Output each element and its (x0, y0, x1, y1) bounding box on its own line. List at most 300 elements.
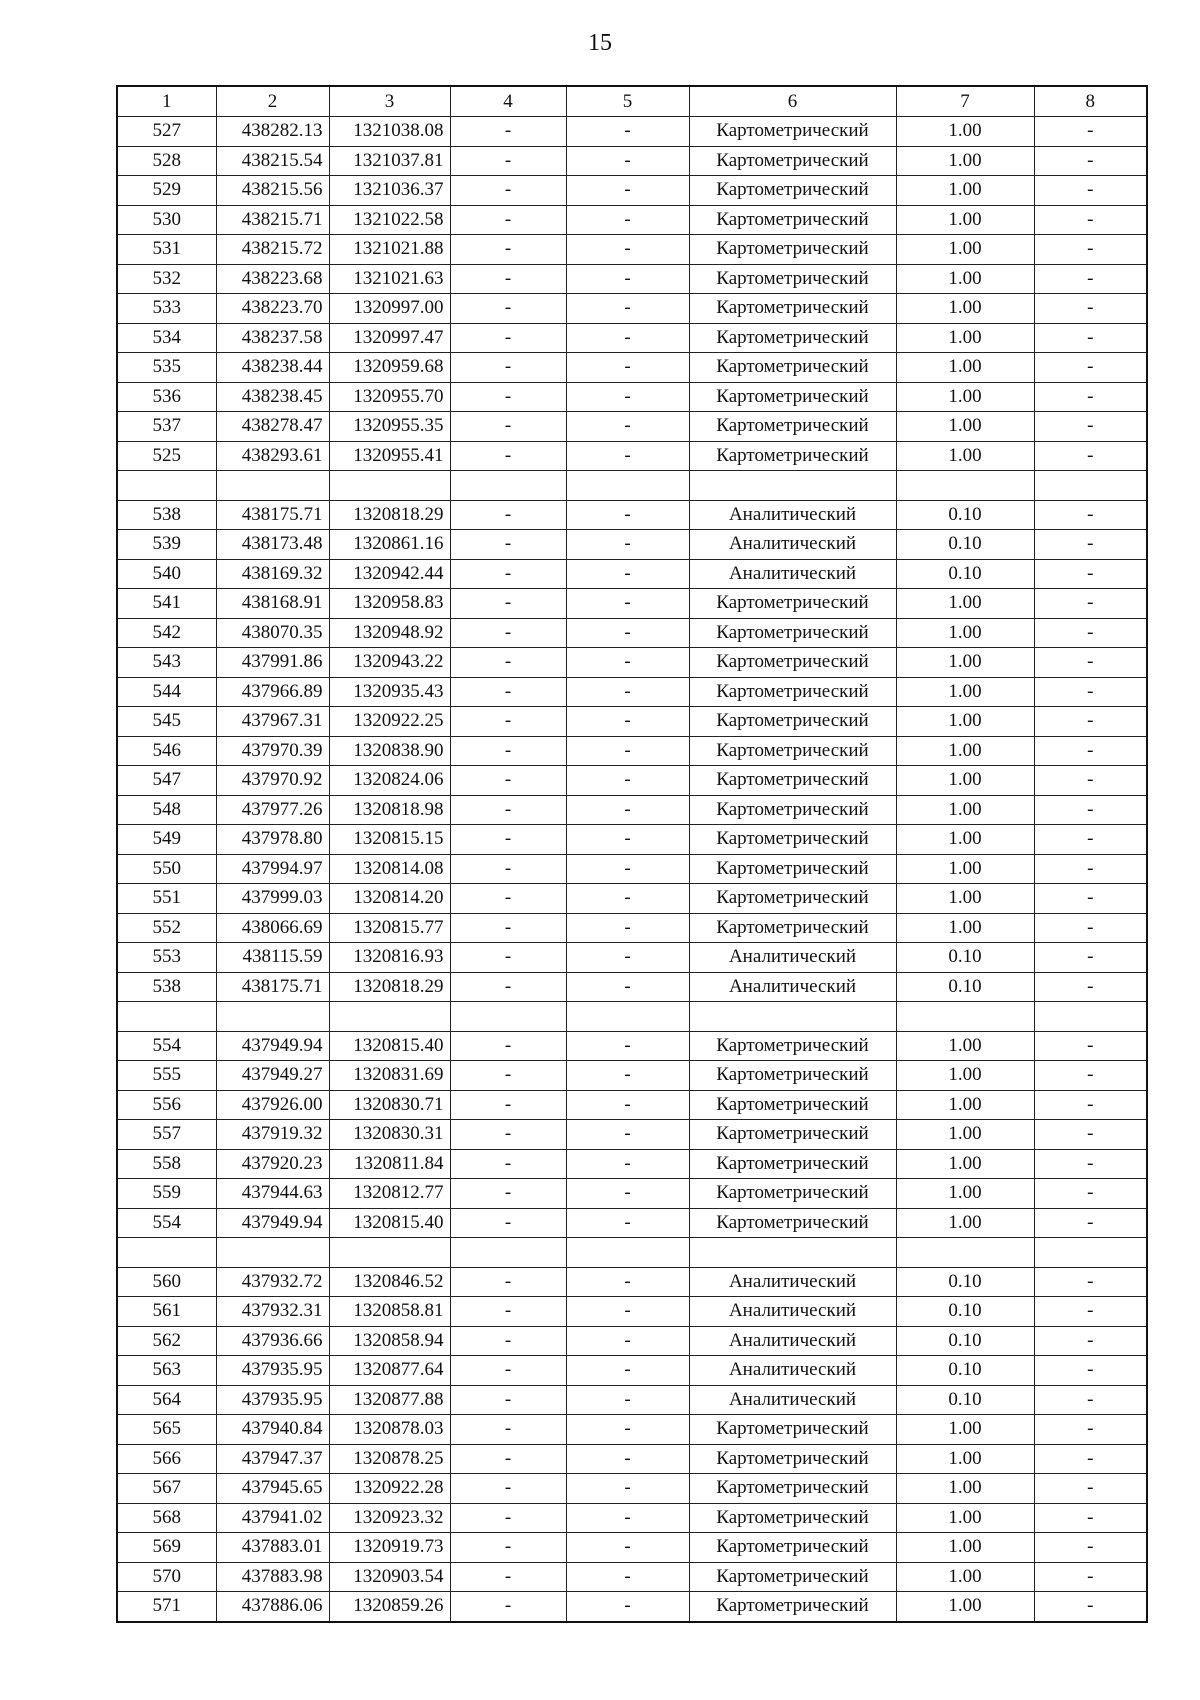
x-coordinate-cell: 437919.32 (216, 1120, 329, 1150)
method-cell: Картометрический (689, 1592, 896, 1622)
x-coordinate-cell: 437977.26 (216, 795, 329, 825)
table-row (117, 1208, 1147, 1238)
point-number-cell: 565 (117, 1415, 216, 1445)
method-cell: Картометрический (689, 176, 896, 206)
accuracy-cell: 1.00 (896, 146, 1034, 176)
empty-cell (689, 1238, 896, 1268)
page-number: 15 (588, 30, 612, 56)
accuracy-cell: 1.00 (896, 1592, 1034, 1622)
table-row (117, 1356, 1147, 1386)
col4-cell: - (450, 677, 566, 707)
table-row (117, 766, 1147, 796)
x-coordinate-cell: 437920.23 (216, 1149, 329, 1179)
table-row (117, 972, 1147, 1002)
table-row (117, 648, 1147, 678)
point-number-cell: 567 (117, 1474, 216, 1504)
col5-cell: - (566, 117, 689, 147)
x-coordinate-cell: 437932.72 (216, 1267, 329, 1297)
point-number-cell: 550 (117, 854, 216, 884)
table-row (117, 1031, 1147, 1061)
y-coordinate-cell: 1320858.81 (329, 1297, 450, 1327)
y-coordinate-cell: 1320818.29 (329, 972, 450, 1002)
x-coordinate-cell: 437994.97 (216, 854, 329, 884)
method-cell: Аналитический (689, 1385, 896, 1415)
point-number-cell: 566 (117, 1444, 216, 1474)
col8-cell: - (1034, 1444, 1147, 1474)
accuracy-cell: 1.00 (896, 1474, 1034, 1504)
y-coordinate-cell: 1320846.52 (329, 1267, 450, 1297)
col5-cell: - (566, 264, 689, 294)
col5-cell: - (566, 589, 689, 619)
accuracy-cell: 1.00 (896, 323, 1034, 353)
accuracy-cell: 1.00 (896, 353, 1034, 383)
x-coordinate-cell: 438223.70 (216, 294, 329, 324)
y-coordinate-cell: 1320824.06 (329, 766, 450, 796)
point-number-cell: 538 (117, 972, 216, 1002)
column-header: 6 (689, 86, 896, 117)
table-row (117, 1061, 1147, 1091)
column-header: 8 (1034, 86, 1147, 117)
point-number-cell: 559 (117, 1179, 216, 1209)
col4-cell: - (450, 648, 566, 678)
col5-cell: - (566, 1120, 689, 1150)
accuracy-cell: 1.00 (896, 205, 1034, 235)
point-number-cell: 541 (117, 589, 216, 619)
col8-cell: - (1034, 825, 1147, 855)
table-row (117, 117, 1147, 147)
table-row (117, 1444, 1147, 1474)
accuracy-cell: 1.00 (896, 235, 1034, 265)
y-coordinate-cell: 1320816.93 (329, 943, 450, 973)
y-coordinate-cell: 1320831.69 (329, 1061, 450, 1091)
method-cell: Аналитический (689, 1267, 896, 1297)
accuracy-cell: 1.00 (896, 1444, 1034, 1474)
x-coordinate-cell: 438175.71 (216, 500, 329, 530)
method-cell: Аналитический (689, 530, 896, 560)
col4-cell: - (450, 1562, 566, 1592)
col5-cell: - (566, 500, 689, 530)
x-coordinate-cell: 438282.13 (216, 117, 329, 147)
method-cell: Картометрический (689, 146, 896, 176)
table-row (117, 412, 1147, 442)
method-cell: Картометрический (689, 648, 896, 678)
y-coordinate-cell: 1320830.31 (329, 1120, 450, 1150)
method-cell: Картометрический (689, 1149, 896, 1179)
col8-cell: - (1034, 323, 1147, 353)
col8-cell: - (1034, 795, 1147, 825)
y-coordinate-cell: 1320922.25 (329, 707, 450, 737)
empty-cell (450, 1238, 566, 1268)
col4-cell: - (450, 1474, 566, 1504)
col5-cell: - (566, 913, 689, 943)
y-coordinate-cell: 1320812.77 (329, 1179, 450, 1209)
col4-cell: - (450, 1179, 566, 1209)
col4-cell: - (450, 1267, 566, 1297)
y-coordinate-cell: 1321037.81 (329, 146, 450, 176)
col5-cell: - (566, 736, 689, 766)
x-coordinate-cell: 437941.02 (216, 1503, 329, 1533)
col8-cell: - (1034, 1326, 1147, 1356)
point-number-cell: 536 (117, 382, 216, 412)
y-coordinate-cell: 1320858.94 (329, 1326, 450, 1356)
accuracy-cell: 1.00 (896, 618, 1034, 648)
point-number-cell: 555 (117, 1061, 216, 1091)
method-cell: Картометрический (689, 205, 896, 235)
table-row (117, 707, 1147, 737)
x-coordinate-cell: 438293.61 (216, 441, 329, 471)
table-row (117, 1297, 1147, 1327)
col8-cell: - (1034, 264, 1147, 294)
method-cell: Аналитический (689, 972, 896, 1002)
col4-cell: - (450, 1090, 566, 1120)
point-number-cell: 570 (117, 1562, 216, 1592)
col4-cell: - (450, 382, 566, 412)
method-cell: Картометрический (689, 1031, 896, 1061)
col4-cell: - (450, 441, 566, 471)
col5-cell: - (566, 1326, 689, 1356)
x-coordinate-cell: 438215.54 (216, 146, 329, 176)
y-coordinate-cell: 1320878.25 (329, 1444, 450, 1474)
method-cell: Картометрический (689, 795, 896, 825)
x-coordinate-cell: 438175.71 (216, 972, 329, 1002)
col4-cell: - (450, 1444, 566, 1474)
accuracy-cell: 1.00 (896, 677, 1034, 707)
col5-cell: - (566, 382, 689, 412)
x-coordinate-cell: 438237.58 (216, 323, 329, 353)
col4-cell: - (450, 943, 566, 973)
col8-cell: - (1034, 1356, 1147, 1386)
method-cell: Картометрический (689, 1061, 896, 1091)
point-number-cell: 530 (117, 205, 216, 235)
point-number-cell: 529 (117, 176, 216, 206)
x-coordinate-cell: 437978.80 (216, 825, 329, 855)
x-coordinate-cell: 438278.47 (216, 412, 329, 442)
table-row (117, 1179, 1147, 1209)
table-row (117, 795, 1147, 825)
empty-cell (329, 1002, 450, 1032)
point-number-cell: 534 (117, 323, 216, 353)
accuracy-cell: 0.10 (896, 559, 1034, 589)
accuracy-cell: 0.10 (896, 1356, 1034, 1386)
empty-cell (329, 471, 450, 501)
x-coordinate-cell: 437883.98 (216, 1562, 329, 1592)
y-coordinate-cell: 1320815.40 (329, 1208, 450, 1238)
table-separator-row (117, 471, 1147, 501)
point-number-cell: 564 (117, 1385, 216, 1415)
col5-cell: - (566, 559, 689, 589)
method-cell: Картометрический (689, 1533, 896, 1563)
empty-cell (566, 1238, 689, 1268)
accuracy-cell: 1.00 (896, 1533, 1034, 1563)
col4-cell: - (450, 176, 566, 206)
x-coordinate-cell: 438070.35 (216, 618, 329, 648)
accuracy-cell: 0.10 (896, 1297, 1034, 1327)
col4-cell: - (450, 766, 566, 796)
x-coordinate-cell: 438173.48 (216, 530, 329, 560)
method-cell: Картометрический (689, 1415, 896, 1445)
x-coordinate-cell: 437932.31 (216, 1297, 329, 1327)
col5-cell: - (566, 1149, 689, 1179)
accuracy-cell: 0.10 (896, 1267, 1034, 1297)
col4-cell: - (450, 235, 566, 265)
col8-cell: - (1034, 1090, 1147, 1120)
col4-cell: - (450, 972, 566, 1002)
table-row (117, 205, 1147, 235)
method-cell: Картометрический (689, 677, 896, 707)
accuracy-cell: 1.00 (896, 441, 1034, 471)
x-coordinate-cell: 437970.39 (216, 736, 329, 766)
column-header: 3 (329, 86, 450, 117)
accuracy-cell: 1.00 (896, 1503, 1034, 1533)
col5-cell: - (566, 1356, 689, 1386)
col8-cell: - (1034, 854, 1147, 884)
point-number-cell: 562 (117, 1326, 216, 1356)
empty-cell (1034, 471, 1147, 501)
col5-cell: - (566, 294, 689, 324)
col8-cell: - (1034, 353, 1147, 383)
empty-cell (689, 1002, 896, 1032)
y-coordinate-cell: 1320877.64 (329, 1356, 450, 1386)
x-coordinate-cell: 437940.84 (216, 1415, 329, 1445)
accuracy-cell: 1.00 (896, 1562, 1034, 1592)
table-row (117, 1326, 1147, 1356)
x-coordinate-cell: 438215.56 (216, 176, 329, 206)
col8-cell: - (1034, 1562, 1147, 1592)
col5-cell: - (566, 353, 689, 383)
col4-cell: - (450, 146, 566, 176)
col5-cell: - (566, 972, 689, 1002)
col8-cell: - (1034, 707, 1147, 737)
point-number-cell: 568 (117, 1503, 216, 1533)
accuracy-cell: 1.00 (896, 294, 1034, 324)
accuracy-cell: 1.00 (896, 382, 1034, 412)
table-row (117, 1267, 1147, 1297)
x-coordinate-cell: 438115.59 (216, 943, 329, 973)
point-number-cell: 525 (117, 441, 216, 471)
col5-cell: - (566, 943, 689, 973)
col8-cell: - (1034, 176, 1147, 206)
accuracy-cell: 1.00 (896, 795, 1034, 825)
col5-cell: - (566, 1444, 689, 1474)
x-coordinate-cell: 437947.37 (216, 1444, 329, 1474)
col5-cell: - (566, 825, 689, 855)
col8-cell: - (1034, 618, 1147, 648)
table-row (117, 884, 1147, 914)
point-number-cell: 545 (117, 707, 216, 737)
col8-cell: - (1034, 205, 1147, 235)
table-row (117, 1415, 1147, 1445)
col5-cell: - (566, 1061, 689, 1091)
accuracy-cell: 1.00 (896, 648, 1034, 678)
method-cell: Картометрический (689, 766, 896, 796)
table-row (117, 1149, 1147, 1179)
y-coordinate-cell: 1320943.22 (329, 648, 450, 678)
x-coordinate-cell: 438223.68 (216, 264, 329, 294)
accuracy-cell: 1.00 (896, 913, 1034, 943)
col8-cell: - (1034, 294, 1147, 324)
accuracy-cell: 1.00 (896, 176, 1034, 206)
table-row (117, 618, 1147, 648)
empty-cell (117, 1238, 216, 1268)
col8-cell: - (1034, 1415, 1147, 1445)
method-cell: Картометрический (689, 1444, 896, 1474)
point-number-cell: 571 (117, 1592, 216, 1622)
col5-cell: - (566, 1385, 689, 1415)
y-coordinate-cell: 1320818.98 (329, 795, 450, 825)
table-row (117, 825, 1147, 855)
y-coordinate-cell: 1320997.00 (329, 294, 450, 324)
accuracy-cell: 1.00 (896, 1061, 1034, 1091)
col4-cell: - (450, 530, 566, 560)
column-header: 2 (216, 86, 329, 117)
table-row (117, 1120, 1147, 1150)
accuracy-cell: 1.00 (896, 589, 1034, 619)
y-coordinate-cell: 1321022.58 (329, 205, 450, 235)
y-coordinate-cell: 1320922.28 (329, 1474, 450, 1504)
empty-cell (450, 471, 566, 501)
col4-cell: - (450, 1385, 566, 1415)
y-coordinate-cell: 1321021.88 (329, 235, 450, 265)
col4-cell: - (450, 1326, 566, 1356)
accuracy-cell: 0.10 (896, 500, 1034, 530)
accuracy-cell: 0.10 (896, 1326, 1034, 1356)
col4-cell: - (450, 1533, 566, 1563)
method-cell: Картометрический (689, 353, 896, 383)
col4-cell: - (450, 323, 566, 353)
table-row (117, 913, 1147, 943)
table-row (117, 1562, 1147, 1592)
col8-cell: - (1034, 1179, 1147, 1209)
table-row (117, 1503, 1147, 1533)
col8-cell: - (1034, 441, 1147, 471)
table-row (117, 677, 1147, 707)
x-coordinate-cell: 437970.92 (216, 766, 329, 796)
y-coordinate-cell: 1320859.26 (329, 1592, 450, 1622)
table-row (117, 736, 1147, 766)
point-number-cell: 535 (117, 353, 216, 383)
y-coordinate-cell: 1320923.32 (329, 1503, 450, 1533)
point-number-cell: 549 (117, 825, 216, 855)
col8-cell: - (1034, 972, 1147, 1002)
col8-cell: - (1034, 1385, 1147, 1415)
x-coordinate-cell: 437949.27 (216, 1061, 329, 1091)
col5-cell: - (566, 1208, 689, 1238)
col8-cell: - (1034, 1267, 1147, 1297)
x-coordinate-cell: 437999.03 (216, 884, 329, 914)
col8-cell: - (1034, 766, 1147, 796)
point-number-cell: 557 (117, 1120, 216, 1150)
accuracy-cell: 0.10 (896, 972, 1034, 1002)
table-separator-row (117, 1002, 1147, 1032)
col8-cell: - (1034, 913, 1147, 943)
y-coordinate-cell: 1320942.44 (329, 559, 450, 589)
y-coordinate-cell: 1321038.08 (329, 117, 450, 147)
method-cell: Картометрический (689, 884, 896, 914)
point-number-cell: 552 (117, 913, 216, 943)
col5-cell: - (566, 235, 689, 265)
table-separator-row (117, 1238, 1147, 1268)
y-coordinate-cell: 1320959.68 (329, 353, 450, 383)
method-cell: Картометрический (689, 1208, 896, 1238)
col5-cell: - (566, 795, 689, 825)
column-header: 4 (450, 86, 566, 117)
method-cell: Картометрический (689, 1179, 896, 1209)
method-cell: Картометрический (689, 323, 896, 353)
x-coordinate-cell: 437883.01 (216, 1533, 329, 1563)
col5-cell: - (566, 677, 689, 707)
point-number-cell: 547 (117, 766, 216, 796)
col4-cell: - (450, 205, 566, 235)
col5-cell: - (566, 1533, 689, 1563)
method-cell: Картометрический (689, 1562, 896, 1592)
empty-cell (117, 1002, 216, 1032)
accuracy-cell: 1.00 (896, 1179, 1034, 1209)
method-cell: Картометрический (689, 589, 896, 619)
method-cell: Картометрический (689, 235, 896, 265)
method-cell: Картометрический (689, 441, 896, 471)
point-number-cell: 543 (117, 648, 216, 678)
col8-cell: - (1034, 559, 1147, 589)
y-coordinate-cell: 1320815.15 (329, 825, 450, 855)
point-number-cell: 542 (117, 618, 216, 648)
col4-cell: - (450, 117, 566, 147)
point-number-cell: 548 (117, 795, 216, 825)
x-coordinate-cell: 437886.06 (216, 1592, 329, 1622)
x-coordinate-cell: 437935.95 (216, 1385, 329, 1415)
accuracy-cell: 1.00 (896, 117, 1034, 147)
col8-cell: - (1034, 1120, 1147, 1150)
col5-cell: - (566, 441, 689, 471)
x-coordinate-cell: 438066.69 (216, 913, 329, 943)
x-coordinate-cell: 437949.94 (216, 1208, 329, 1238)
col8-cell: - (1034, 500, 1147, 530)
col5-cell: - (566, 1474, 689, 1504)
empty-cell (896, 471, 1034, 501)
table-header-row (117, 86, 1147, 117)
method-cell: Картометрический (689, 1090, 896, 1120)
x-coordinate-cell: 437966.89 (216, 677, 329, 707)
method-cell: Аналитический (689, 500, 896, 530)
empty-cell (896, 1238, 1034, 1268)
method-cell: Картометрический (689, 264, 896, 294)
accuracy-cell: 1.00 (896, 854, 1034, 884)
col5-cell: - (566, 205, 689, 235)
col4-cell: - (450, 913, 566, 943)
col5-cell: - (566, 1267, 689, 1297)
col4-cell: - (450, 1415, 566, 1445)
empty-cell (566, 471, 689, 501)
col5-cell: - (566, 530, 689, 560)
col8-cell: - (1034, 884, 1147, 914)
empty-cell (450, 1002, 566, 1032)
method-cell: Аналитический (689, 559, 896, 589)
accuracy-cell: 1.00 (896, 1090, 1034, 1120)
table-row (117, 1090, 1147, 1120)
x-coordinate-cell: 437926.00 (216, 1090, 329, 1120)
col5-cell: - (566, 884, 689, 914)
col8-cell: - (1034, 589, 1147, 619)
col5-cell: - (566, 707, 689, 737)
point-number-cell: 558 (117, 1149, 216, 1179)
empty-cell (216, 471, 329, 501)
x-coordinate-cell: 437967.31 (216, 707, 329, 737)
point-number-cell: 556 (117, 1090, 216, 1120)
method-cell: Картометрический (689, 736, 896, 766)
method-cell: Аналитический (689, 943, 896, 973)
point-number-cell: 533 (117, 294, 216, 324)
accuracy-cell: 1.00 (896, 412, 1034, 442)
point-number-cell: 527 (117, 117, 216, 147)
